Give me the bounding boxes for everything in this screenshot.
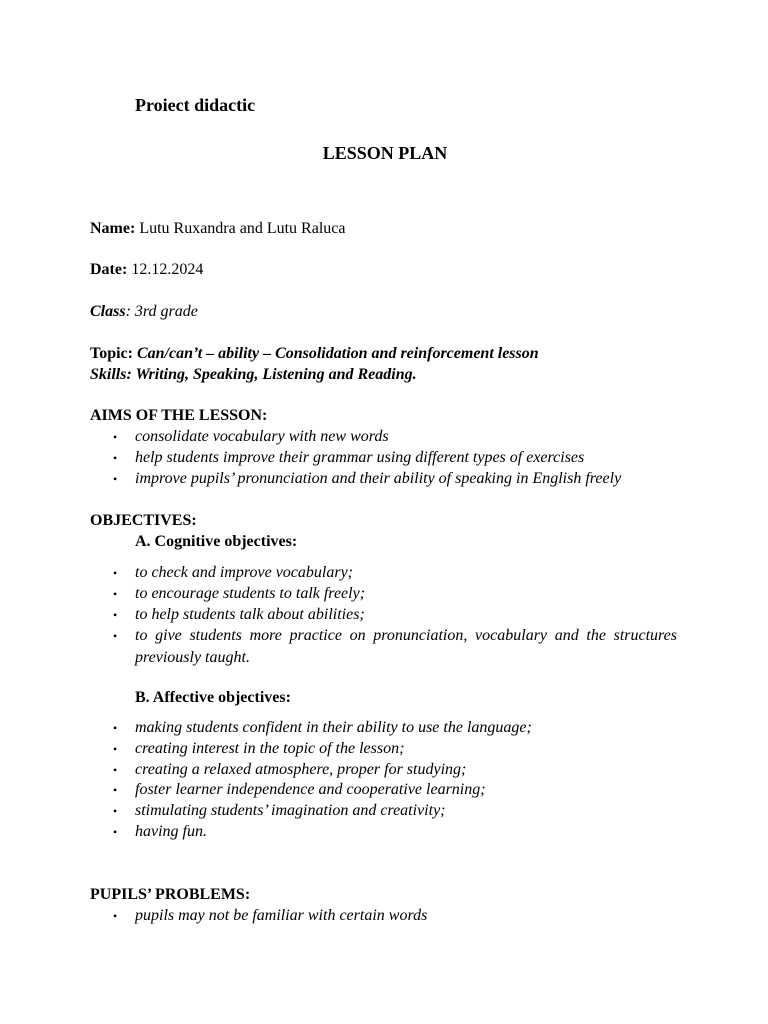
bullet-icon: • bbox=[113, 586, 118, 601]
bullet-icon: • bbox=[113, 762, 118, 777]
problems-list bbox=[90, 906, 427, 927]
name-label: Name: bbox=[90, 220, 136, 237]
name-line bbox=[90, 219, 345, 239]
list-item: • having fun. bbox=[90, 822, 532, 843]
bullet-icon: • bbox=[113, 471, 118, 486]
class-value: : 3rd grade bbox=[125, 303, 198, 320]
affective-objectives-heading: B. Affective objectives: bbox=[135, 689, 291, 706]
topic-label: Topic: bbox=[90, 345, 133, 362]
date-value: 12.12.2024 bbox=[131, 261, 204, 278]
bullet-icon: • bbox=[113, 629, 118, 644]
affective-objectives-list bbox=[90, 718, 532, 843]
list-item: • consolidate vocabulary with new words bbox=[90, 427, 621, 448]
name-value: Lutu Ruxandra and Lutu Raluca bbox=[139, 220, 346, 237]
objectives-heading: OBJECTIVES: bbox=[90, 512, 197, 529]
cognitive-objectives-list bbox=[90, 563, 677, 669]
topic-value: Can/can’t – ability – Consolidation and reinforcement lesson bbox=[136, 345, 539, 362]
bullet-icon: • bbox=[113, 824, 118, 839]
bullet-icon: • bbox=[113, 566, 118, 580]
aims-list bbox=[90, 427, 621, 489]
list-item: • help students improve their grammar using different types of exercises bbox=[90, 448, 621, 469]
list-item: • to encourage students to talk freely; bbox=[90, 584, 677, 605]
bullet-icon: • bbox=[113, 909, 118, 923]
document-title-text: LESSON PLAN bbox=[322, 143, 448, 163]
list-item: • foster learner independence and cooperative learning; bbox=[90, 780, 532, 801]
list-item: • making students confident in their ability to use the language; bbox=[90, 718, 532, 739]
aims-heading: AIMS OF THE LESSON: bbox=[90, 407, 268, 424]
cognitive-objectives-heading: A. Cognitive objectives: bbox=[135, 533, 298, 550]
list-item: • to help students talk about abilities; bbox=[90, 605, 677, 626]
topic-line bbox=[90, 344, 539, 364]
list-item: • to check and improve vocabulary; bbox=[90, 563, 677, 584]
bullet-icon: • bbox=[113, 783, 118, 798]
bullet-icon: • bbox=[113, 450, 118, 465]
date-line bbox=[90, 260, 203, 280]
skills-line: Skills: Writing, Speaking, Listening and Reading. bbox=[90, 366, 417, 383]
date-label: Date: bbox=[90, 261, 128, 278]
list-item: • pupils may not be familiar with certain words bbox=[90, 906, 427, 927]
class-line bbox=[90, 302, 198, 322]
bullet-icon: • bbox=[113, 430, 118, 444]
bullet-icon: • bbox=[113, 721, 118, 735]
bullet-icon: • bbox=[113, 741, 118, 756]
list-item: • to give students more practice on pronunciation, vocabulary and the structures previously taught. bbox=[113, 627, 677, 667]
list-item: • stimulating students’ imagination and creativity; bbox=[90, 801, 532, 822]
list-item: • improve pupils’ pronunciation and their ability of speaking in English freely bbox=[90, 469, 621, 490]
list-item: • creating interest in the topic of the lesson; bbox=[90, 739, 532, 760]
class-label: Class bbox=[90, 303, 126, 320]
bullet-icon: • bbox=[113, 804, 118, 819]
problems-heading: PUPILS’ PROBLEMS: bbox=[90, 886, 251, 903]
header-title: Proiect didactic bbox=[135, 95, 256, 115]
document-title bbox=[0, 142, 768, 164]
bullet-icon: • bbox=[113, 607, 118, 622]
list-item: • creating a relaxed atmosphere, proper for studying; bbox=[90, 760, 532, 781]
